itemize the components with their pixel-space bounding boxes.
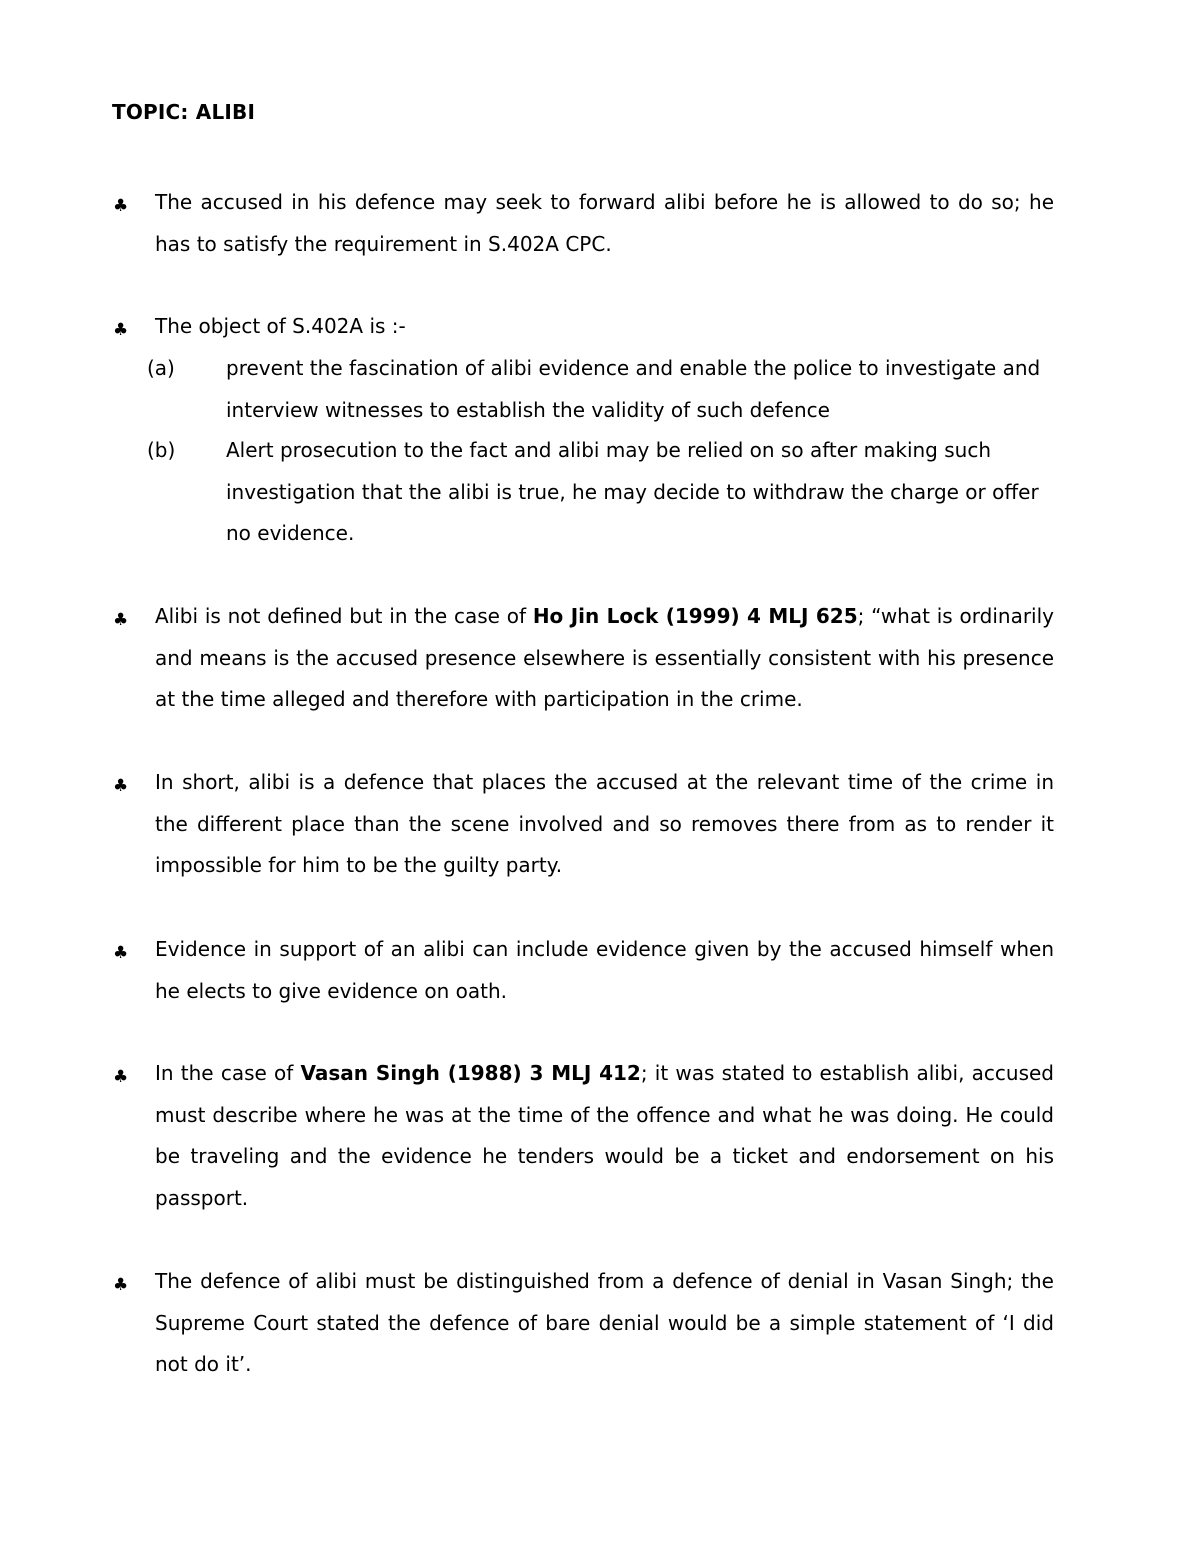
bullet-text: The accused in his defence may seek to forward alibi before he is allowed to do so; he has to satisfy the requirement in S.402A CPC. xyxy=(155,190,1054,256)
text-segment: ; “what is ordinarily and means is the accused presence elsewhere is essentially consistent with his presence at the time alleged and therefore with participation in the crime. xyxy=(155,604,1054,711)
club-icon: ♣ xyxy=(113,610,129,630)
club-icon: ♣ xyxy=(113,320,129,340)
bullet-text: The object of S.402A is :- xyxy=(155,314,406,338)
case-citation: Vasan Singh (1988) 3 MLJ 412 xyxy=(300,1061,641,1085)
sub-item-text: prevent the fascination of alibi evidence and enable the police to investigate and interview witnesses to establish the validity of such defence xyxy=(226,356,1041,422)
bullet-text xyxy=(155,596,1054,721)
bullet-text xyxy=(155,1053,1054,1219)
text-segment: ; it was stated to establish alibi, accused must describe where he was at the time of the offence and what he was doing. He could be traveling and the evidence he tenders would be a ticket and endorsement on his passport. xyxy=(155,1061,1054,1210)
sub-item-text: Alert prosecution to the fact and alibi may be relied on so after making such investigation that the alibi is true, he may decide to withdraw the charge or offer no evidence. xyxy=(226,438,1039,545)
sub-item-label: (b) xyxy=(147,438,176,462)
text-segment: In the case of xyxy=(155,1061,301,1085)
bullet-text: Evidence in support of an alibi can include evidence given by the accused himself when he elects to give evidence on oath. xyxy=(155,937,1054,1003)
club-icon: ♣ xyxy=(113,943,129,963)
bullet-text: In short, alibi is a defence that places the accused at the relevant time of the crime in the different place than the scene involved and so removes there from as to render it impossible for him to be the guilty party. xyxy=(155,770,1054,877)
club-icon: ♣ xyxy=(113,196,129,216)
bullet-text: The defence of alibi must be distinguished from a defence of denial in Vasan Singh; the Supreme Court stated the defence of bare denial would be a simple statement of ‘I did not do it’. xyxy=(155,1269,1054,1376)
page-title: TOPIC: ALIBI xyxy=(112,100,256,124)
case-citation: Ho Jin Lock (1999) 4 MLJ 625 xyxy=(532,604,858,628)
club-icon: ♣ xyxy=(113,1275,129,1295)
sub-item-label: (a) xyxy=(147,356,175,380)
club-icon: ♣ xyxy=(113,1067,129,1087)
club-icon: ♣ xyxy=(113,776,129,796)
text-segment: Alibi is not defined but in the case of xyxy=(155,604,533,628)
